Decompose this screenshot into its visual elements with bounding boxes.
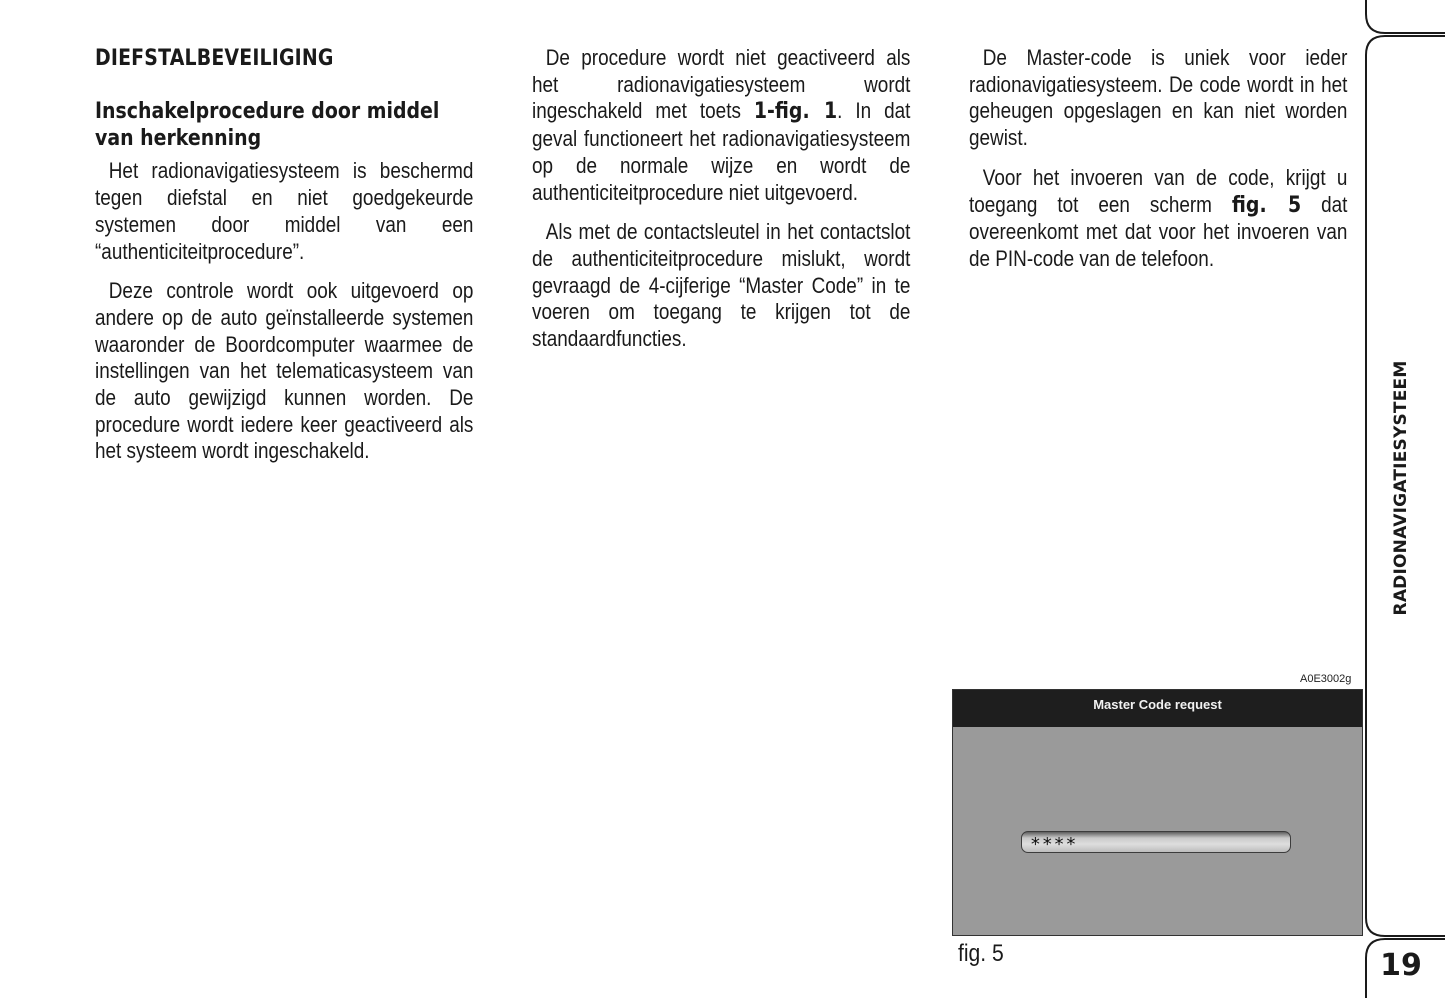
screen-title: Master Code request — [953, 690, 1362, 727]
page-number: 19 — [1380, 948, 1422, 983]
text-column-3 — [969, 45, 1347, 286]
paragraph-text: . In dat geval functioneert het radionavigatiesysteem op de normale wijze en wordt de authenticiteitprocedure niet uitgevoerd. — [532, 98, 911, 205]
paragraph — [532, 45, 910, 206]
subsection-heading: Inschakelprocedure door middel van herkenning — [95, 99, 440, 151]
figure-code: A0E3002g — [1300, 673, 1352, 685]
chapter-label — [1386, 360, 1416, 616]
paragraph — [969, 165, 1347, 273]
figure-caption: fig. 5 — [958, 940, 1004, 967]
paragraph-text: De procedure wordt niet geactiveerd als het radionavigatiesysteem wordt ingeschakeld met toets — [532, 45, 911, 124]
figure-reference: fig. 5 — [1231, 192, 1302, 218]
text-column-2 — [532, 45, 910, 366]
section-heading: DIEFSTALBEVEILIGING — [95, 46, 334, 71]
chapter-label-text: RADIONAVIGATIESYSTEEM — [1391, 360, 1411, 616]
figure-reference: 1-fig. 1 — [753, 99, 838, 125]
paragraph-text: Voor het invoeren van de code, krijgt u toegang tot een scherm — [969, 164, 1348, 217]
paragraph: Deze controle wordt ook uitgevoerd op andere op de auto geïnstalleerde systemen waaronder de Boordcomputer waarmee de instellingen van het telematicasysteem van de auto gewijzigd kunnen worden. De procedure wordt iedere keer geactiveerd als het systeem wordt ingeschakeld. — [95, 278, 474, 464]
paragraph-text: dat overeenkomt met dat voor het invoeren van de PIN-code van de telefoon. — [969, 191, 1348, 271]
paragraph: De Master-code is uniek voor ieder radionavigatiesysteem. De code wordt in het geheugen opgeslagen en kan niet worden gewist. — [969, 45, 1348, 151]
master-code-screen — [952, 689, 1363, 936]
paragraph: Als met de contactsleutel in het contactslot de authenticiteitprocedure mislukt, wordt gevraagd de 4-cijferige “Master Code” in te voeren om toegang te krijgen tot de standaardfuncties. — [532, 219, 911, 352]
paragraph: Het radionavigatiesysteem is beschermd tegen diefstal en niet goedgekeurde systemen door middel van een “authenticiteitprocedure”. — [95, 158, 474, 264]
text-column-1 — [95, 45, 473, 478]
master-code-input[interactable]: **** — [1021, 831, 1291, 853]
